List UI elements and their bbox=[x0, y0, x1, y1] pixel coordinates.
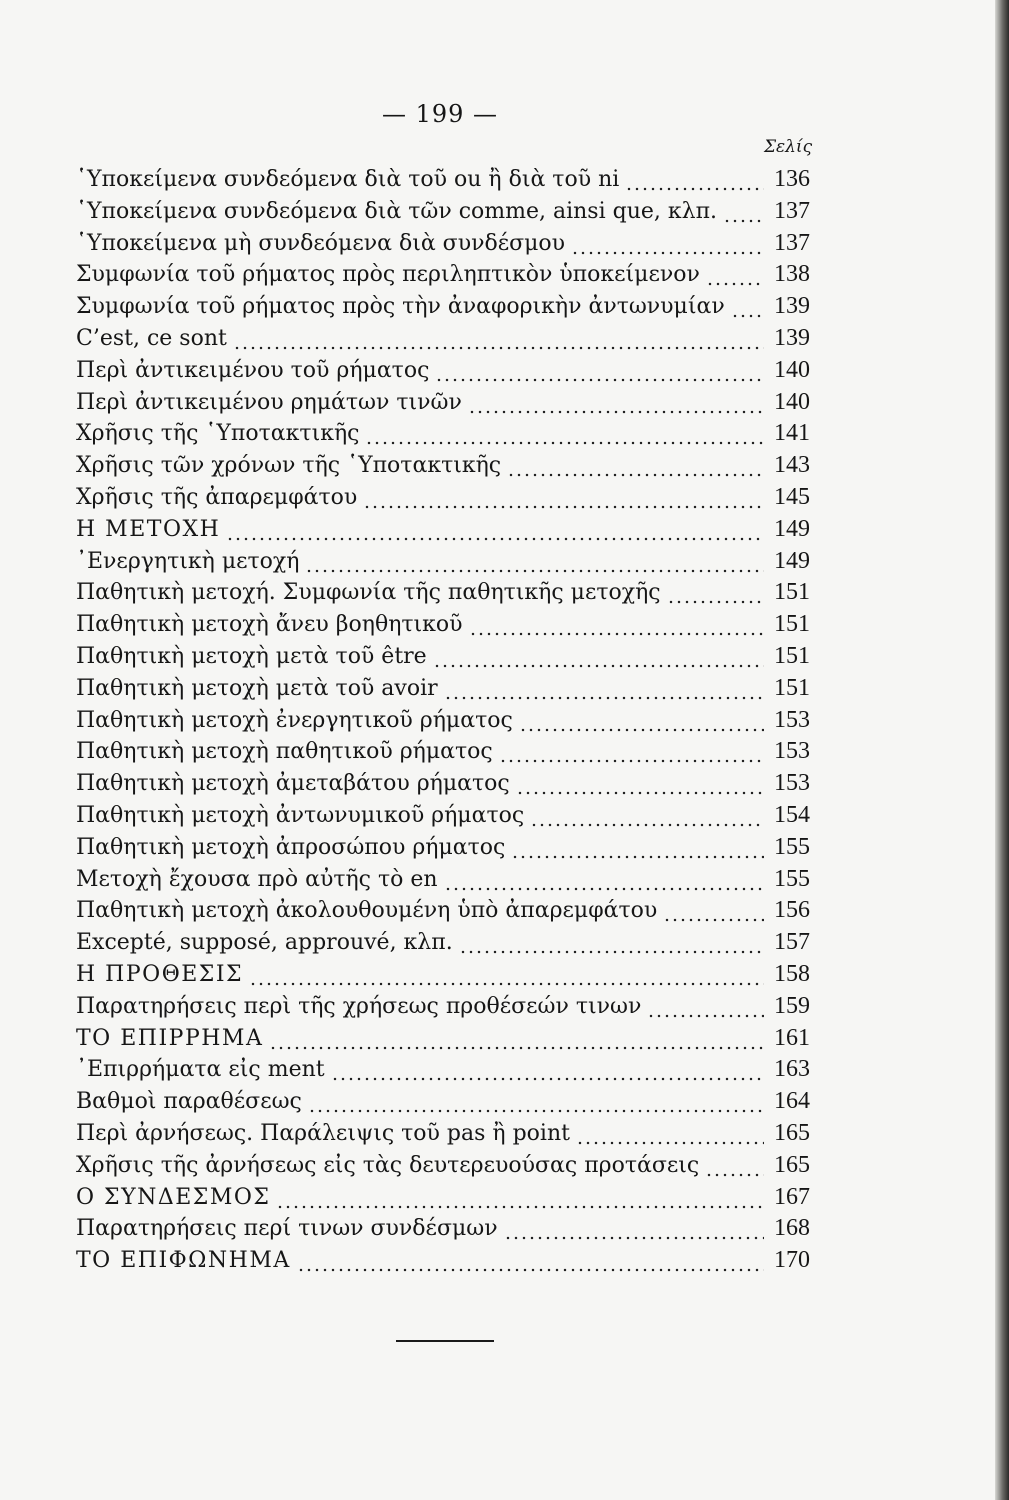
toc-entry-page: 139 bbox=[774, 324, 810, 351]
toc-entry-title: Περὶ ἀντικειμένου τοῦ ρήματος bbox=[76, 357, 430, 383]
toc-entry-page: 153 bbox=[774, 770, 810, 797]
toc-entry-title: Χρῆσις τῆς ἀρνήσεως εἰς τὰς δευτερευούσας προτάσεις bbox=[76, 1152, 700, 1178]
toc-entry-title: Περὶ ἀρνήσεως. Παράλειψις τοῦ pas ἢ point bbox=[76, 1120, 570, 1146]
toc-entry-page: 140 bbox=[774, 388, 810, 415]
toc-entry bbox=[76, 1118, 810, 1150]
dot-leader bbox=[308, 1086, 764, 1118]
dot-leader bbox=[499, 736, 764, 768]
toc-entry bbox=[76, 895, 810, 927]
dot-leader bbox=[226, 514, 764, 546]
toc-entry-title: Χρῆσις τῆς ἀπαρεμφάτου bbox=[76, 484, 358, 510]
toc-entry-title: ᾿Ενεργητικὴ μετοχή bbox=[76, 548, 300, 574]
dot-leader bbox=[519, 705, 764, 737]
toc-entry-page: 158 bbox=[774, 960, 810, 987]
toc-entry bbox=[76, 259, 810, 291]
dot-leader bbox=[233, 323, 764, 355]
toc-entry-title: Παθητικὴ μετοχή. Συμφωνία τῆς παθητικῆς μετοχῆς bbox=[76, 580, 661, 606]
toc-entry bbox=[76, 196, 810, 228]
toc-entry-title: Παρατηρήσεις περί τινων συνδέσμων bbox=[76, 1216, 498, 1242]
toc-entry-title: Η ΜΕΤΟΧΗ bbox=[76, 516, 221, 542]
toc-entry bbox=[76, 387, 810, 419]
toc-entry bbox=[76, 609, 810, 641]
toc-entry-page: 168 bbox=[774, 1215, 810, 1242]
toc-entry bbox=[76, 641, 810, 673]
toc-entry bbox=[76, 800, 810, 832]
toc-entry-title: Συμφωνία τοῦ ρήματος πρὸς τὴν ἀναφορικὴν ἀντωνυμίαν bbox=[76, 294, 725, 320]
dot-leader bbox=[576, 1118, 764, 1150]
table-of-contents bbox=[76, 164, 810, 1277]
dot-leader bbox=[511, 832, 764, 864]
toc-entry-page: 138 bbox=[774, 261, 810, 288]
toc-entry-page: 157 bbox=[774, 929, 810, 956]
dot-leader bbox=[365, 418, 764, 450]
toc-entry bbox=[76, 164, 810, 196]
toc-entry-title: ΤΟ ΕΠΙΦΩΝΗΜΑ bbox=[76, 1248, 291, 1274]
toc-entry-page: 151 bbox=[774, 611, 810, 638]
dot-leader bbox=[706, 259, 764, 291]
page-number: — 199 — bbox=[381, 100, 499, 128]
toc-entry-page: 154 bbox=[774, 801, 810, 828]
toc-entry-page: 137 bbox=[774, 197, 810, 224]
toc-entry-title: Παθητικὴ μετοχὴ ἐνεργητικοῦ ρήματος bbox=[76, 707, 513, 733]
toc-entry bbox=[76, 1086, 810, 1118]
dot-leader bbox=[297, 1245, 764, 1277]
toc-entry bbox=[76, 959, 810, 991]
toc-entry-page: 161 bbox=[774, 1024, 810, 1051]
toc-entry-title: Παρατηρήσεις περὶ τῆς χρήσεως προθέσεών τινων bbox=[76, 993, 642, 1019]
toc-entry-title: Ο ΣΥΝΔΕΣΜΟΣ bbox=[76, 1184, 271, 1210]
toc-entry-title: Παθητικὴ μετοχὴ μετὰ τοῦ être bbox=[76, 643, 427, 669]
toc-entry-page: 140 bbox=[774, 356, 810, 383]
dot-leader bbox=[469, 609, 764, 641]
toc-entry-title: Excepté, supposé, approuvé, κλπ. bbox=[76, 930, 453, 956]
toc-entry bbox=[76, 736, 810, 768]
dot-leader bbox=[723, 196, 764, 228]
toc-entry bbox=[76, 768, 810, 800]
page-column-header: Σελίς bbox=[764, 137, 813, 157]
dot-leader bbox=[433, 641, 764, 673]
toc-entry bbox=[76, 291, 810, 323]
toc-entry-title: Χρῆσις τῶν χρόνων τῆς ῾Υποτακτικῆς bbox=[76, 453, 502, 479]
toc-entry-page: 151 bbox=[774, 579, 810, 606]
toc-entry-page: 165 bbox=[774, 1119, 810, 1146]
toc-entry-page: 151 bbox=[774, 674, 810, 701]
dot-leader bbox=[331, 1054, 764, 1086]
toc-entry-page: 156 bbox=[774, 897, 810, 924]
toc-entry-page: 155 bbox=[774, 833, 810, 860]
toc-entry-title: ῾Υποκείμενα συνδεόμενα διὰ τοῦ ou ἢ διὰ τοῦ ni bbox=[76, 167, 620, 192]
toc-entry bbox=[76, 705, 810, 737]
toc-entry-page: 153 bbox=[774, 706, 810, 733]
toc-entry-title: Παθητικὴ μετοχὴ ἄνευ βοηθητικοῦ bbox=[76, 612, 463, 638]
dot-leader bbox=[435, 355, 764, 387]
toc-entry bbox=[76, 1150, 810, 1182]
toc-entry-title: ῾Υποκείμενα μὴ συνδεόμενα διὰ συνδέσμου bbox=[76, 230, 566, 256]
toc-entry bbox=[76, 323, 810, 355]
toc-entry bbox=[76, 832, 810, 864]
dot-leader bbox=[444, 864, 764, 896]
toc-entry-page: 155 bbox=[774, 865, 810, 892]
toc-entry-page: 139 bbox=[774, 293, 810, 320]
dot-leader bbox=[663, 895, 764, 927]
toc-entry-title: Βαθμοὶ παραθέσεως bbox=[76, 1089, 302, 1115]
toc-entry bbox=[76, 673, 810, 705]
toc-entry-page: 153 bbox=[774, 738, 810, 765]
toc-entry bbox=[76, 577, 810, 609]
toc-entry-page: 165 bbox=[774, 1151, 810, 1178]
toc-entry-title: Χρῆσις τῆς ῾Υποτακτικῆς bbox=[76, 421, 360, 447]
toc-entry-page: 149 bbox=[774, 515, 810, 542]
dot-leader bbox=[249, 959, 764, 991]
toc-entry-page: 149 bbox=[774, 547, 810, 574]
dot-leader bbox=[647, 991, 764, 1023]
dot-leader bbox=[276, 1182, 764, 1214]
toc-entry bbox=[76, 418, 810, 450]
toc-entry-page: 137 bbox=[774, 229, 810, 256]
toc-entry bbox=[76, 546, 810, 578]
toc-entry bbox=[76, 482, 810, 514]
dot-leader bbox=[269, 1023, 764, 1055]
toc-entry-title: Περὶ ἀντικειμένου ρημάτων τινῶν bbox=[76, 389, 462, 415]
toc-entry-page: 136 bbox=[774, 166, 810, 192]
toc-entry-page: 163 bbox=[774, 1056, 810, 1083]
toc-entry-page: 141 bbox=[774, 420, 810, 447]
toc-entry bbox=[76, 864, 810, 896]
toc-entry-title: Παθητικὴ μετοχὴ ἀμεταβάτου ρήματος bbox=[76, 771, 510, 797]
toc-entry bbox=[76, 1245, 810, 1277]
toc-entry bbox=[76, 1054, 810, 1086]
toc-entry bbox=[76, 1213, 810, 1245]
toc-entry-title: ΤΟ ΕΠΙΡΡΗΜΑ bbox=[76, 1025, 264, 1051]
toc-entry bbox=[76, 228, 810, 260]
dot-leader bbox=[731, 291, 764, 323]
toc-entry bbox=[76, 450, 810, 482]
toc-entry-page: 167 bbox=[774, 1183, 810, 1210]
toc-entry-title: C’est, ce sont bbox=[76, 325, 227, 351]
toc-entry-title: Παθητικὴ μετοχὴ ἀκολουθουμένη ὑπὸ ἀπαρεμφάτου bbox=[76, 898, 658, 924]
dot-leader bbox=[667, 577, 764, 609]
dot-leader bbox=[530, 800, 764, 832]
toc-entry-page: 170 bbox=[774, 1247, 810, 1274]
toc-entry-page: 151 bbox=[774, 642, 810, 669]
toc-entry bbox=[76, 514, 810, 546]
toc-entry-title: Παθητικὴ μετοχὴ ἀντωνυμικοῦ ρήματος bbox=[76, 802, 525, 828]
end-rule bbox=[396, 1340, 494, 1342]
toc-entry bbox=[76, 1182, 810, 1214]
toc-entry-page: 143 bbox=[774, 452, 810, 479]
toc-entry-title: ῾Υποκείμενα συνδεόμενα διὰ τῶν comme, ainsi que, κλπ. bbox=[76, 198, 718, 224]
toc-entry bbox=[76, 1023, 810, 1055]
toc-entry-page: 159 bbox=[774, 992, 810, 1019]
toc-entry-title: Συμφωνία τοῦ ρήματος πρὸς περιληπτικὸν ὑποκείμενον bbox=[76, 262, 700, 288]
toc-entry bbox=[76, 355, 810, 387]
toc-entry-page: 145 bbox=[774, 483, 810, 510]
dot-leader bbox=[516, 768, 764, 800]
dot-leader bbox=[504, 1213, 764, 1245]
toc-entry-title: Παθητικὴ μετοχὴ ἀπροσώπου ρήματος bbox=[76, 834, 506, 860]
dot-leader bbox=[305, 546, 764, 578]
dot-leader bbox=[507, 450, 764, 482]
toc-entry bbox=[76, 927, 810, 959]
toc-entry bbox=[76, 991, 810, 1023]
dot-leader bbox=[571, 228, 764, 260]
page-edge-shadow bbox=[995, 0, 1009, 1500]
toc-entry-page: 164 bbox=[774, 1088, 810, 1115]
dot-leader bbox=[363, 482, 764, 514]
dot-leader bbox=[459, 927, 764, 959]
toc-entry-title: Παθητικὴ μετοχὴ παθητικοῦ ρήματος bbox=[76, 739, 493, 765]
dot-leader bbox=[705, 1150, 764, 1182]
toc-entry-title: Η ΠΡΟΘΕΣΙΣ bbox=[76, 961, 244, 987]
dot-leader bbox=[468, 387, 764, 419]
dot-leader bbox=[625, 164, 764, 196]
toc-entry-title: ᾿Επιρρήματα εἰς ment bbox=[76, 1057, 325, 1083]
toc-entry-title: Παθητικὴ μετοχὴ μετὰ τοῦ avoir bbox=[76, 675, 438, 701]
toc-entry-title: Μετοχὴ ἔχουσα πρὸ αὐτῆς τὸ en bbox=[76, 866, 438, 892]
dot-leader bbox=[444, 673, 764, 705]
